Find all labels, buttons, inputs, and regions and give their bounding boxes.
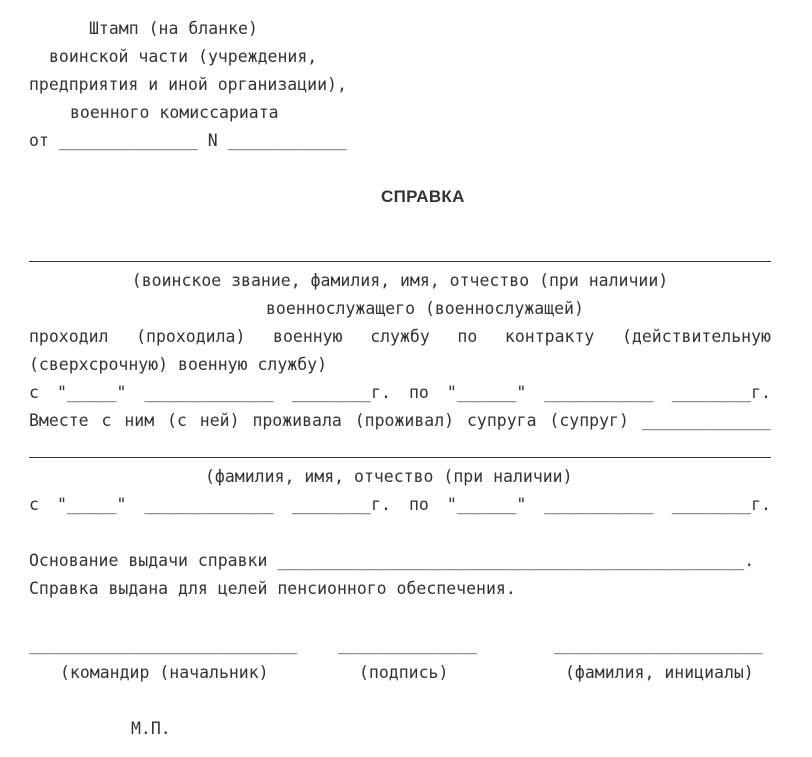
basis-line: Основание выдачи справки _______________________________________________. <box>29 551 755 570</box>
period-token: "_____" <box>56 495 127 514</box>
service-line-2: (сверхсрочную) военную службу) <box>29 355 328 374</box>
person-fill-line <box>29 261 771 262</box>
service-word: проходил <box>29 327 109 346</box>
stamp-date-line: от ______________ N ____________ <box>29 131 347 150</box>
spouse-period <box>29 495 771 515</box>
spouse-line <box>29 411 771 431</box>
period-token: "______" <box>446 495 527 514</box>
spouse-word: проживала <box>252 411 342 430</box>
spouse-word: Вместе <box>29 411 89 430</box>
period-token: ___________ <box>544 495 654 514</box>
spouse-fill-line <box>29 457 771 458</box>
period-token: ___________ <box>544 383 654 402</box>
spouse-word: (с <box>167 411 187 430</box>
service-word: по <box>457 327 478 346</box>
service-word: контракту <box>504 327 595 346</box>
stamp-line-2: воинской части (учреждения, <box>49 47 318 66</box>
spouse-caption: (фамилия, имя, отчество (при наличии) <box>205 467 573 486</box>
period-token: ________г. <box>291 383 391 402</box>
stamp-line-3: предприятия и иной организации), <box>29 75 347 94</box>
spouse-word: с <box>101 411 112 430</box>
period-token: "______" <box>446 383 527 402</box>
period-token: ________г. <box>671 495 771 514</box>
service-word: службу <box>370 327 430 346</box>
purpose-line: Справка выдана для целей пенсионного обеспечения. <box>29 579 516 598</box>
seal-mark: М.П. <box>131 719 171 738</box>
spouse-word: ней) <box>199 411 240 430</box>
period-token: ________г. <box>671 383 771 402</box>
person-caption-2: военнослужащего (военнослужащей) <box>266 299 584 318</box>
name-label: (фамилия, инициалы) <box>565 663 754 682</box>
service-word: (действительную <box>621 327 771 346</box>
spouse-word: _____________ <box>641 411 771 430</box>
period-token: с <box>29 383 39 402</box>
period-token: по <box>408 383 429 402</box>
stamp-line-4: военного комиссариата <box>70 103 279 122</box>
period-token: _____________ <box>144 383 274 402</box>
document-title: СПРАВКА <box>381 187 465 206</box>
spouse-word: ним <box>124 411 155 430</box>
service-period <box>29 383 771 403</box>
spouse-word: (супруг) <box>549 411 629 430</box>
stamp-line-1: Штамп (на бланке) <box>89 19 258 38</box>
period-token: с <box>29 495 39 514</box>
spouse-word: супруга <box>466 411 537 430</box>
spouse-word: (проживал) <box>354 411 455 430</box>
period-token: ________г. <box>291 495 391 514</box>
name-signature-line: _____________________ <box>554 635 763 654</box>
commander-signature-line: ___________________________ <box>29 635 298 654</box>
sign-signature-line: ______________ <box>338 635 478 654</box>
service-word: (проходила) <box>136 327 246 346</box>
period-token: _____________ <box>144 495 274 514</box>
sign-label: (подпись) <box>359 663 449 682</box>
person-caption-1: (воинское звание, фамилия, имя, отчество (при наличии) <box>131 271 669 290</box>
commander-label: (командир (начальник) <box>60 663 269 682</box>
service-word: военную <box>273 327 343 346</box>
period-token: по <box>408 495 429 514</box>
service-line-1 <box>29 327 771 347</box>
period-token: "_____" <box>56 383 127 402</box>
